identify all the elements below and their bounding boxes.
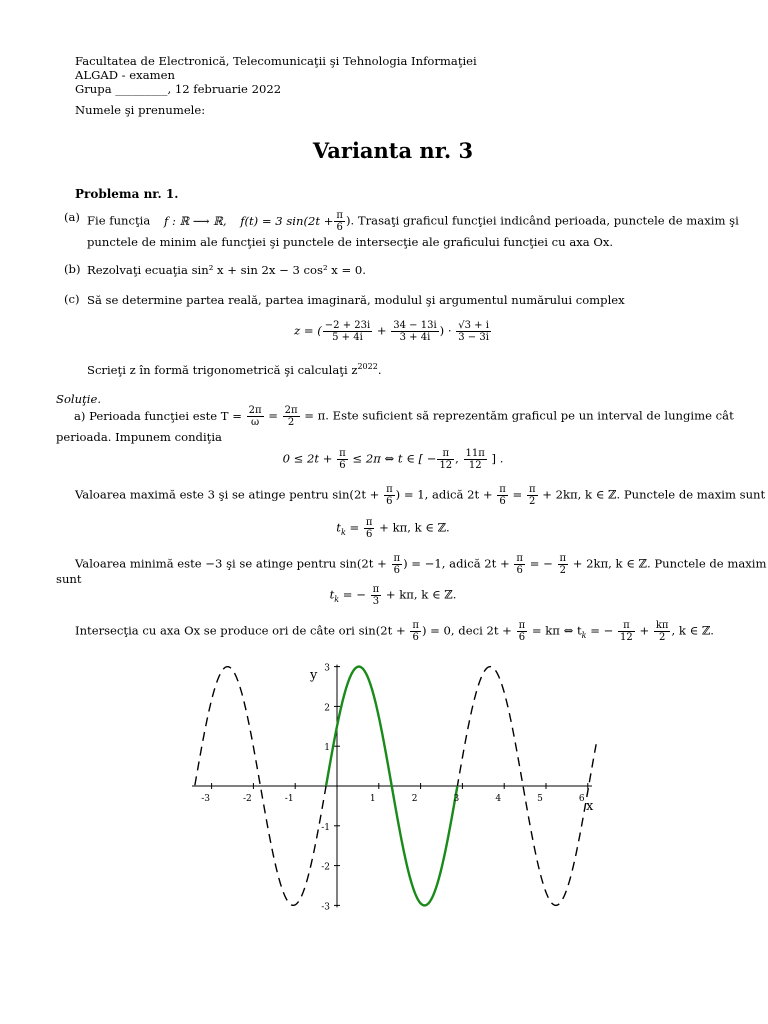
- x-tick-label: 6: [578, 794, 585, 804]
- item-label-a: (a): [64, 210, 80, 224]
- header-course: ALGAD - examen: [75, 68, 175, 82]
- group-blank: _________: [115, 82, 168, 96]
- solution-period-paragraph: a) Perioada funcţiei este T = $\frac{2\pi}{\omega}$ = $\frac{2\pi}{2}$ = π. Este suficient să reprezentăm graficul pe un interval de lungime cât: [74, 405, 734, 428]
- x-tick-label: -2: [243, 794, 252, 804]
- problem-title: Problema nr. 1.: [75, 187, 179, 201]
- group-label: Grupa: [75, 82, 112, 96]
- x-tick-label: -3: [201, 794, 210, 804]
- y-tick-label: 2: [324, 703, 330, 714]
- item-a-line2: punctele de minim ale funcţiei şi punctele de intersecţie ale graficului funcţiei cu axa Ox.: [87, 235, 614, 249]
- fraction-3: $\frac{√3 + i}{3 - 3i}$: [458, 320, 489, 343]
- item-c-followup: Scrieţi z în formă trigonometrică şi calculaţi $z^{2022}$.: [87, 362, 382, 377]
- solution-heading: Soluţie.: [56, 392, 102, 406]
- y-tick-label: -2: [321, 862, 330, 873]
- y-tick-label: 3: [324, 663, 330, 674]
- variant-title: Varianta nr. 3: [312, 138, 474, 163]
- item-a-intro: Fie funcţia: [87, 213, 151, 228]
- interval-condition: 0 ≤ 2t + $\frac{\pi}{6}$ ≤ 2π ⇔ t ∈ [ − $\frac{\pi}{12}$ , $\frac{11\pi}{12}$ ] .: [282, 448, 504, 471]
- fraction-1: $\frac{-2 + 23i}{5 + 4i}$: [324, 320, 371, 343]
- y-axis-label: y: [310, 668, 318, 683]
- solution-period-line2: perioada. Impunem condiţia: [56, 430, 222, 444]
- item-label-b: (b): [64, 262, 81, 276]
- x-tick-label: 2: [411, 794, 418, 804]
- item-b-text: Rezolvaţi ecuaţia sin² x + sin 2x − 3 cos² x = 0.: [87, 263, 366, 277]
- item-a-instruction: ). Trasaţi graficul funcţiei indicând perioada, punctele de maxim şi: [346, 213, 739, 228]
- x-tick-label: 1: [369, 794, 376, 804]
- x-tick-label: 5: [537, 794, 543, 804]
- maximum-paragraph: Valoarea maximă este 3 şi se atinge pentru sin(2t + $\frac{\pi}{6}$ ) = 1, adică 2t + $\frac{\pi}{6}$ = $\frac{\pi}{2}$ + 2kπ, k ∈ ℤ. Punctele de maxim sunt: [75, 484, 766, 507]
- x-tick-label: 4: [495, 794, 502, 804]
- item-c-text: Să se determine partea reală, partea imaginară, modulul şi argumentul numărului complex: [87, 293, 625, 307]
- x-tick-label: -1: [284, 794, 294, 804]
- minimum-paragraph: Valoarea minimă este −3 şi se atinge pentru sin(2t + $\frac{\pi}{6}$ ) = −1, adică 2t + $\frac{\pi}{6}$ = − $\frac{\pi}{2}$ + 2kπ, k ∈ ℤ. Punctele de maxim: [75, 553, 767, 576]
- exam-date: , 12 februarie 2022: [167, 82, 282, 96]
- item-label-c: (c): [64, 292, 80, 306]
- y-tick-label: 1: [324, 743, 330, 754]
- minimum-points-formula: $t_k$ = − $\frac{\pi}{3}$ + kπ, k ∈ ℤ.: [329, 584, 457, 607]
- item-a-formula: f(t) = 3 sin(2t +: [240, 213, 334, 228]
- y-tick-label: -3: [321, 902, 330, 913]
- y-tick-label: -1: [321, 822, 330, 833]
- item-a-fraction: $\frac{\pi}{6}$: [336, 210, 343, 233]
- header-faculty: Facultatea de Electronică, Telecomunicaţii şi Tehnologia Informaţiei: [75, 54, 477, 68]
- x-axis-label: x: [586, 799, 594, 814]
- maximum-points-formula: $t_k$ = $\frac{\pi}{6}$ + kπ, k ∈ ℤ.: [336, 517, 450, 540]
- fraction-2: $\frac{34 - 13i}{3 + 4i}$: [393, 320, 437, 343]
- minimum-line2: sunt: [56, 572, 82, 586]
- item-a-domain: f : ℝ ⟶ ℝ,: [163, 213, 227, 228]
- intersection-paragraph: Intersecţia cu axa Ox se produce ori de câte ori sin(2t + $\frac{\pi}{6}$ ) = 0, deci 2t + $\frac{\pi}{6}$ = kπ ⇔ $t_k$ = − $\frac{\pi}{12}$ + $\frac{k\pi}{2}$ , k ∈ ℤ.: [75, 620, 714, 643]
- complex-number-formula: z = ( $\frac{-2 + 23i}{5 + 4i}$ + $\frac{34 - 13i}{3 + 4i}$ ) · $\frac{√3 + i}{3 - 3i}$: [294, 320, 489, 343]
- x-tick-label: 3: [453, 794, 460, 804]
- name-label: Numele şi prenumele:: [75, 103, 206, 117]
